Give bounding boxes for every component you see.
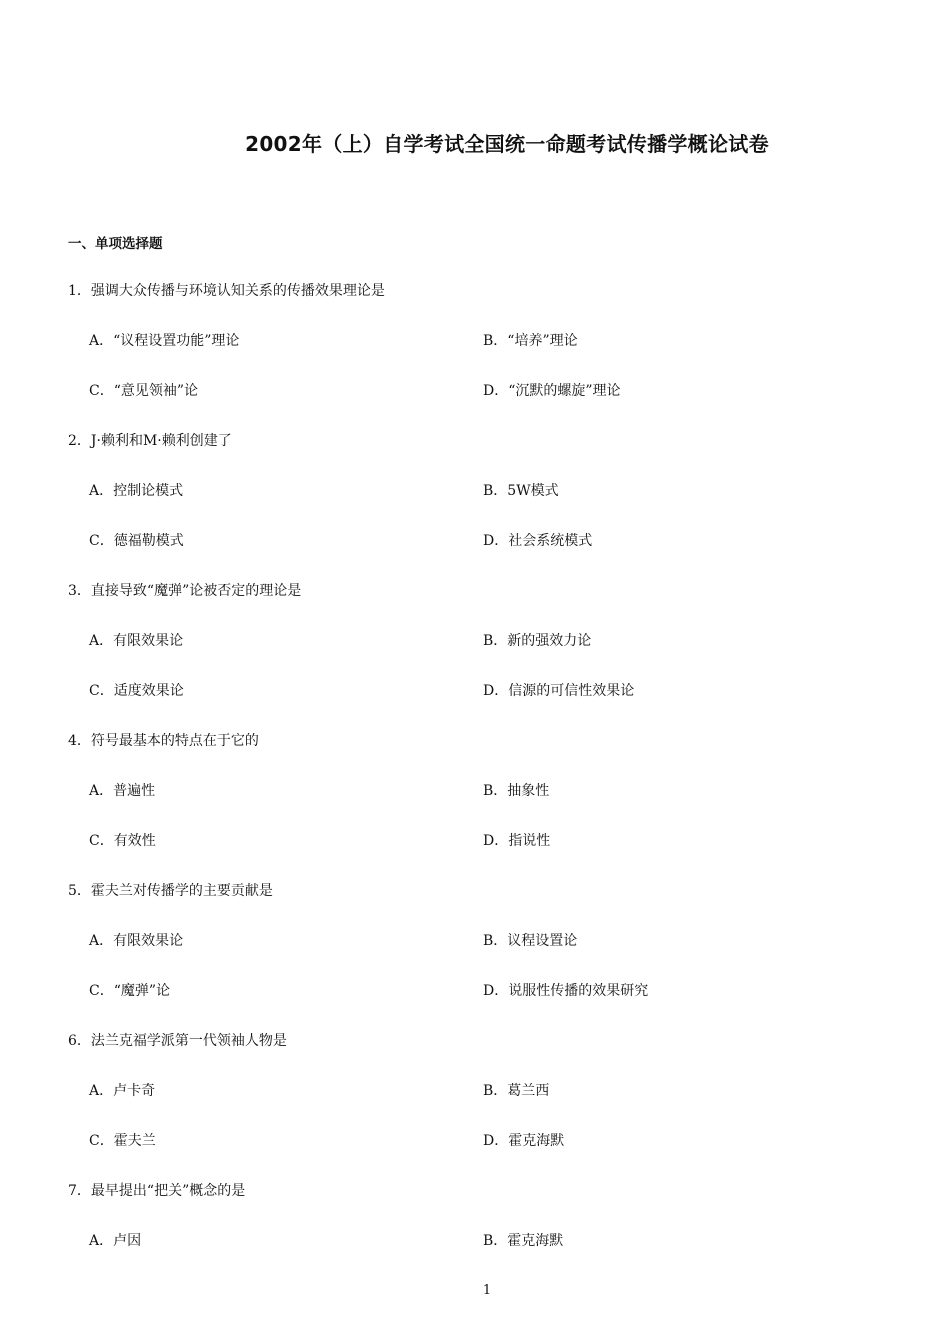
option-c: C．适度效果论 <box>89 683 184 699</box>
question-stem: 1．强调大众传播与环境认知关系的传播效果理论是 <box>68 283 385 299</box>
option-d: D．社会系统模式 <box>483 533 593 549</box>
option-d: D．说服性传播的效果研究 <box>483 983 649 999</box>
option-b: B．新的强效力论 <box>483 633 592 649</box>
option-c: C．“魔弹”论 <box>89 983 171 999</box>
option-row <box>68 832 888 882</box>
option-row <box>68 1232 888 1282</box>
question-stem: 2．J·赖利和M·赖利创建了 <box>68 433 232 449</box>
option-row <box>68 532 888 582</box>
question-list <box>68 282 888 1282</box>
option-a: A．“议程设置功能”理论 <box>89 333 240 349</box>
option-c: C．有效性 <box>89 833 156 849</box>
option-a: A．普遍性 <box>89 783 156 799</box>
option-row <box>68 1082 888 1132</box>
option-row <box>68 482 888 532</box>
option-row <box>68 982 888 1032</box>
exam-title: 2002年（上）自学考试全国统一命题考试传播学概论试卷 <box>245 132 769 156</box>
question-stem: 7．最早提出“把关”概念的是 <box>68 1183 246 1199</box>
option-c: C．霍夫兰 <box>89 1133 156 1149</box>
option-row <box>68 782 888 832</box>
option-row <box>68 932 888 982</box>
option-d: D．霍克海默 <box>483 1133 565 1149</box>
option-c: C．“意见领袖”论 <box>89 383 199 399</box>
option-a: A．控制论模式 <box>89 483 184 499</box>
option-d: D．指说性 <box>483 833 551 849</box>
option-d: D．“沉默的螺旋”理论 <box>483 383 621 399</box>
question-stem: 4．符号最基本的特点在于它的 <box>68 733 259 749</box>
option-a: A．卢卡奇 <box>89 1083 156 1099</box>
option-row <box>68 632 888 682</box>
question-stem: 5．霍夫兰对传播学的主要贡献是 <box>68 883 273 899</box>
option-b: B．“培养”理论 <box>483 333 578 349</box>
section-heading: 一、单项选择题 <box>68 236 163 252</box>
option-b: B．霍克海默 <box>483 1233 564 1249</box>
question-stem: 3．直接导致“魔弹”论被否定的理论是 <box>68 583 302 599</box>
option-a: A．有限效果论 <box>89 633 184 649</box>
option-a: A．卢因 <box>89 1233 142 1249</box>
option-d: D．信源的可信性效果论 <box>483 683 635 699</box>
option-b: B．抽象性 <box>483 783 550 799</box>
option-b: B．葛兰西 <box>483 1083 550 1099</box>
option-a: A．有限效果论 <box>89 933 184 949</box>
option-b: B．议程设置论 <box>483 933 578 949</box>
option-row <box>68 332 888 382</box>
option-b: B．5W模式 <box>483 483 559 499</box>
page-number: 1 <box>482 1283 492 1298</box>
option-row <box>68 1132 888 1182</box>
option-c: C．德福勒模式 <box>89 533 184 549</box>
option-row <box>68 682 888 732</box>
question-stem: 6．法兰克福学派第一代领袖人物是 <box>68 1033 287 1049</box>
option-row <box>68 382 888 432</box>
